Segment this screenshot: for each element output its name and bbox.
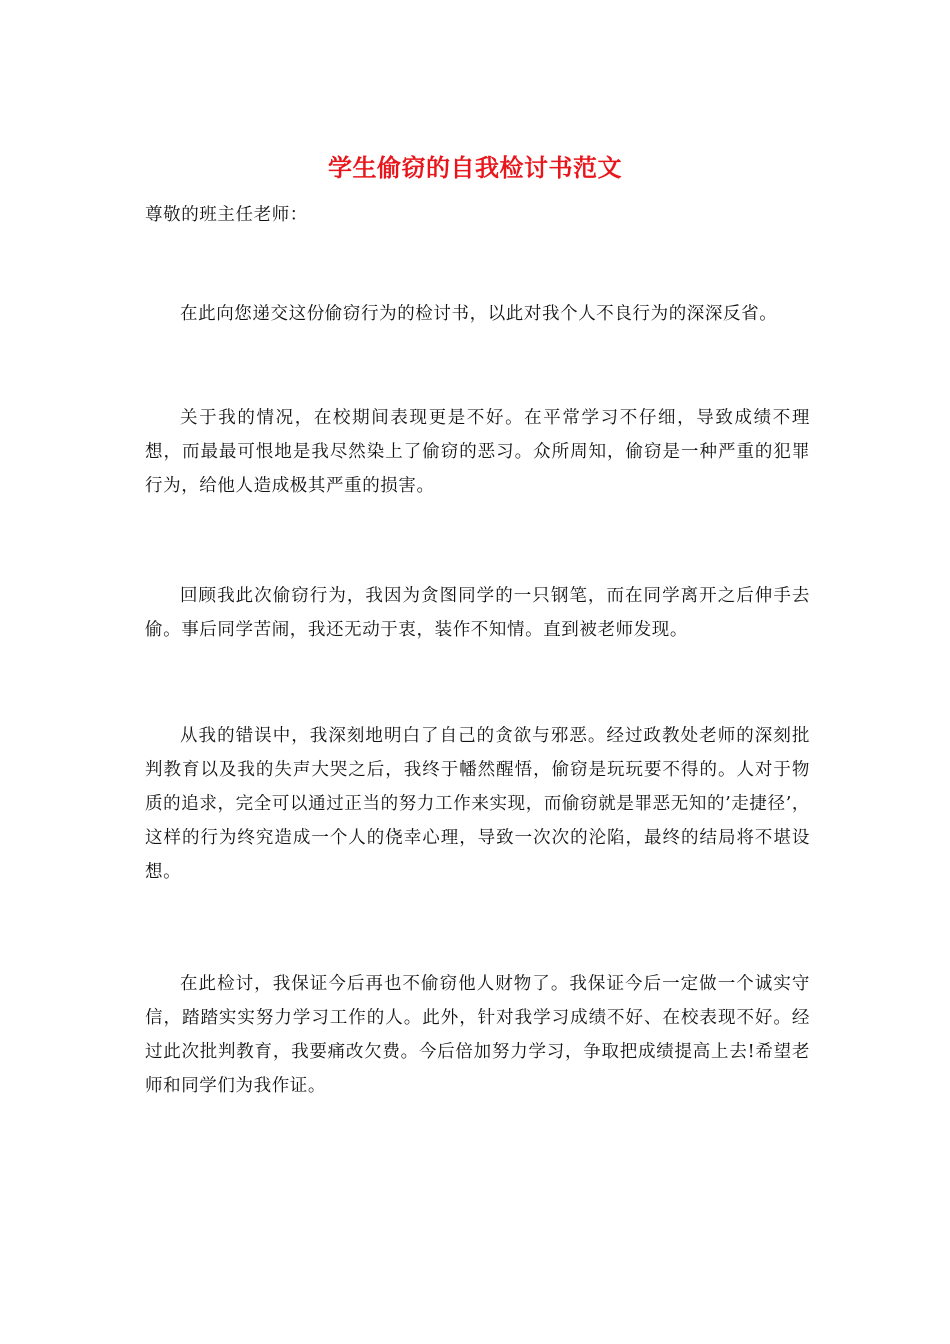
paragraph-3: 回顾我此次偷窃行为，我因为贪图同学的一只钢笔，而在同学离开之后伸手去偷。事后同学苦闹，我还无动于衷，装作不知情。直到被老师发现。 bbox=[145, 586, 810, 640]
paragraph-2: 关于我的情况，在校期间表现更是不好。在平常学习不仔细，导致成绩不理想，而最最可恨地是我尽然染上了偷窃的恶习。众所周知，偷窃是一种严重的犯罪行为，给他人造成极其严重的损害。 bbox=[145, 408, 810, 496]
salutation: 尊敬的班主任老师： bbox=[145, 205, 308, 225]
paragraph-1: 在此向您递交这份偷窃行为的检讨书，以此对我个人不良行为的深深反省。 bbox=[180, 304, 778, 324]
paragraph-4: 从我的错误中，我深刻地明白了自己的贪欲与邪恶。经过政教处老师的深刻批判教育以及我的失声大哭之后，我终于幡然醒悟，偷窃是玩玩要不得的。人对于物质的追求，完全可以通过正当的努力工作来实现，而偷窃就是罪恶无知的’走捷径’，这样的行为终究造成一个人的侥幸心理，导致一次次的沦陷，最终的结局将不堪设想。 bbox=[145, 726, 810, 882]
document-title: 学生偷窃的自我检讨书范文 bbox=[328, 153, 622, 182]
paragraph-5: 在此检讨，我保证今后再也不偷窃他人财物了。我保证今后一定做一个诚实守信，踏踏实实努力学习工作的人。此外，针对我学习成绩不好、在校表现不好。经过此次批判教育，我要痛改欠费。今后倍加努力学习，争取把成绩提高上去!希望老师和同学们为我作证。 bbox=[145, 974, 810, 1096]
